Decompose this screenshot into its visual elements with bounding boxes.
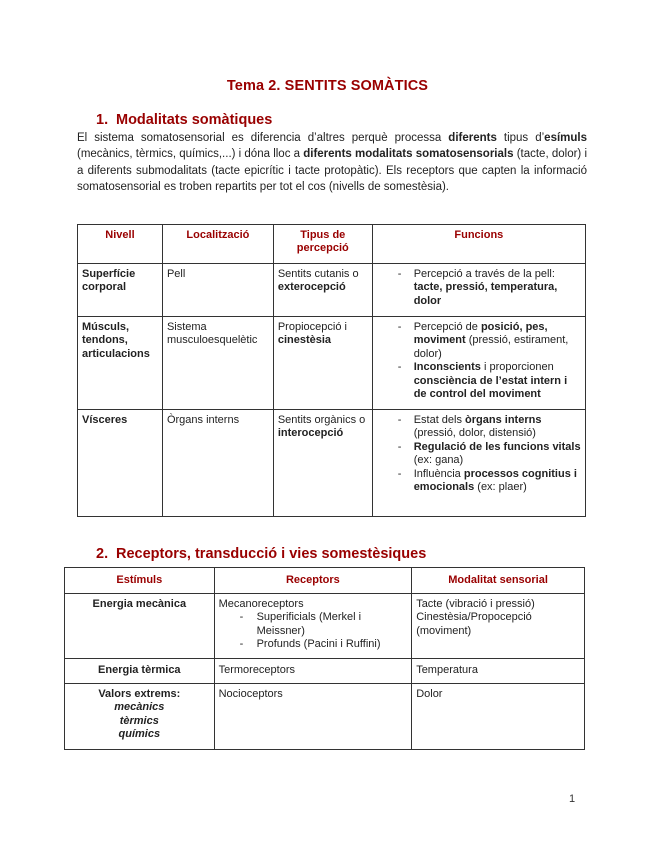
- cell-nivell: Músculs, tendons, articulacions: [78, 317, 163, 410]
- cell-tipus: [273, 317, 372, 410]
- funcio-text: (pressió, dolor, distensió): [413, 427, 536, 440]
- intro-text: El sistema somatosensorial es diferencia d’altres perquè processa: [77, 132, 449, 144]
- cell-receptors: Termoreceptors: [214, 659, 412, 684]
- intro-text: (tacte, dolor) i a diferents submodalitats (tacte epicrític i tacte protopàtic). Els receptors que capten la informació somatosensorial es troben repartits per tot el cos (nivells de somestèsia).: [77, 148, 587, 193]
- section-2-title: Receptors, transducció i vies somestèsiques: [116, 546, 427, 562]
- cell-estimuls: [65, 684, 215, 750]
- funcio-item: [377, 321, 581, 361]
- estimuls-subitem: tèrmics: [119, 714, 159, 727]
- tipus-text: Sentits cutanis o: [277, 268, 359, 280]
- cell-tipus: [273, 264, 372, 317]
- section-1-heading: [96, 112, 272, 128]
- receptor-name: Mecanoreceptors: [218, 598, 304, 610]
- funcio-text: Percepció de: [413, 321, 481, 333]
- funcio-text: i proporcionen: [480, 361, 554, 374]
- table-row: [65, 594, 585, 659]
- estimuls-subitem: químics: [118, 728, 161, 741]
- intro-bold: diferents: [448, 132, 497, 144]
- table-header-row: [78, 225, 586, 264]
- intro-text: (mecànics, tèrmics, químics,...) i dóna lloc a: [77, 148, 304, 161]
- funcio-bold: tacte, pressió, temperatura, dolor: [413, 281, 558, 307]
- funcio-item: [377, 361, 581, 401]
- header-estimuls: Estímuls: [65, 568, 215, 594]
- tipus-bold: exterocepció: [277, 281, 346, 294]
- intro-bold: diferents modalitats somatosensorials: [303, 148, 514, 161]
- tipus-bold: interocepció: [277, 427, 344, 440]
- table-row: [78, 264, 586, 317]
- receptor-subitem: - Profunds (Pacini i Ruffini): [219, 638, 408, 651]
- modalitat-line: Cinestèsia/Propocepció (moviment): [416, 611, 532, 637]
- tipus-text: Propiocepció i: [277, 321, 347, 333]
- section-1-intro: [77, 130, 587, 195]
- cell-modalitat: Dolor: [412, 684, 585, 750]
- funcio-text: (ex: plaer): [474, 481, 527, 494]
- modalitat-line: Tacte (vibració i pressió): [416, 598, 535, 610]
- funcio-bold: processos cognitius i emocionals: [413, 467, 577, 494]
- table-row: [65, 684, 585, 750]
- funcio-bold: Regulació de les funcions vitals: [413, 440, 581, 453]
- funcio-bold: consciència de l’estat intern i de control del moviment: [413, 374, 568, 401]
- funcio-bold: Inconscients: [413, 361, 481, 374]
- funcio-bold: posició, pes, moviment: [413, 321, 548, 347]
- cell-estimuls: Energia mecànica: [65, 594, 215, 659]
- somatic-modalities-table: [77, 224, 586, 517]
- table-header-row: [65, 568, 585, 594]
- intro-text: tipus d’: [496, 132, 545, 144]
- cell-funcions: [372, 317, 585, 410]
- funcio-text: Estat dels: [413, 414, 466, 426]
- funcio-text: (ex: gana): [413, 454, 464, 467]
- cell-localitzacio: Sistema musculoesquelètic: [162, 317, 273, 410]
- table-row: [78, 317, 586, 410]
- funcio-text: Percepció a través de la pell:: [413, 268, 555, 280]
- page-number: 1: [569, 793, 576, 805]
- funcio-item: [377, 441, 581, 468]
- estimuls-label: Valors extrems:: [98, 688, 181, 700]
- intro-bold: esímuls: [544, 132, 587, 144]
- receptor-subitem: - Superificials (Merkel i Meissner): [219, 611, 408, 638]
- header-receptors: Receptors: [214, 568, 412, 594]
- funcio-text: Influència: [413, 467, 464, 480]
- section-1-number: 1.: [96, 112, 109, 128]
- header-nivell: Nivell: [78, 225, 163, 264]
- tipus-bold: cinestèsia: [277, 334, 332, 347]
- tipus-text: Sentits orgànics o: [277, 414, 366, 426]
- table-row: [78, 410, 586, 517]
- funcio-text: (pressió, estirament, dolor): [413, 334, 569, 360]
- header-funcions: Funcions: [372, 225, 585, 264]
- cell-estimuls: Energia tèrmica: [65, 659, 215, 684]
- cell-modalitat: [412, 594, 585, 659]
- funcio-item: [377, 414, 581, 441]
- section-2-heading: [96, 546, 426, 562]
- cell-modalitat: Temperatura: [412, 659, 585, 684]
- header-modalitat: Modalitat sensorial: [412, 568, 585, 594]
- estimuls-subitem: mecànics: [114, 701, 165, 714]
- funcio-item: [377, 268, 581, 308]
- table-row: [65, 659, 585, 684]
- cell-nivell: Superfície corporal: [78, 264, 163, 317]
- cell-localitzacio: Pell: [162, 264, 273, 317]
- receptors-table: [64, 567, 585, 750]
- cell-funcions: [372, 410, 585, 517]
- section-1-title: Modalitats somàtiques: [116, 112, 273, 128]
- document-title: Tema 2. SENTITS SOMÀTICS: [226, 78, 429, 94]
- funcio-item: [377, 468, 581, 495]
- section-2-number: 2.: [96, 546, 109, 562]
- cell-tipus: [273, 410, 372, 517]
- cell-nivell: Vísceres: [78, 410, 163, 517]
- header-localitzacio: Localització: [162, 225, 273, 264]
- cell-receptors: [214, 594, 412, 659]
- cell-funcions: [372, 264, 585, 317]
- cell-localitzacio: Òrgans interns: [162, 410, 273, 517]
- cell-receptors: Nocioceptors: [214, 684, 412, 750]
- funcio-bold: òrgans interns: [465, 414, 542, 426]
- header-tipus: Tipus de percepció: [273, 225, 372, 264]
